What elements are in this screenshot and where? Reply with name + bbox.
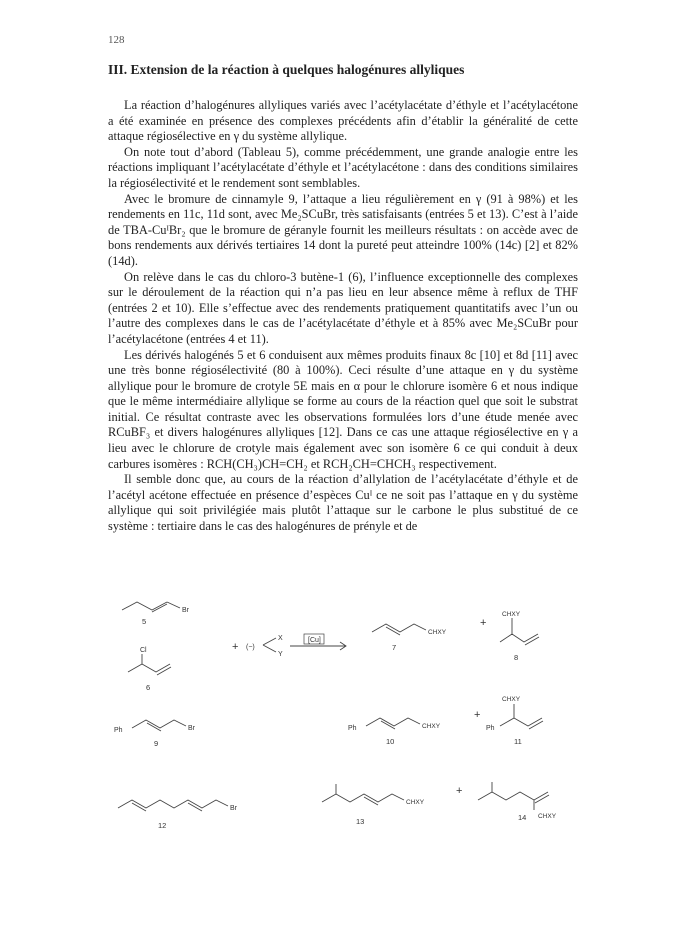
paragraph: On relève dans le cas du chloro-3 butène-1 (6), l’influence exceptionnelle des complexes sur le déroulement de la réaction qui n’a pas lieu en leur absence même à reflux de THF (entrées 2 et 10). Elle s’effectue avec des rendements pratiquement quantitatifs avec l’un ou l’autre des complexes dans le cas de l’acétylacétate d’éthyle et à 85% avec Me₂SCuBr pour l’acétylacétone (entrées 4 et 11). [108,269,578,346]
reaction-scheme [0,580,680,880]
atom-br: Br [230,805,237,812]
compound-number: 10 [386,737,395,746]
plus-sign: + [480,617,487,629]
section-heading: III. Extension de la réaction à quelques halogénures allyliques [108,62,465,77]
atom-y: Y [278,651,283,658]
structure-5 [122,602,167,610]
structure-10 [366,718,420,726]
structure-13 [322,794,404,802]
paragraph: La réaction d’halogénures allyliques variés avec l’acétylacétate d’éthyle et l’acétylacétone a été examinée en présence des complexes précédents afin d’établir la généralité de cette attaque régiosélective en γ du système allylique. [108,98,578,144]
group-chxy: CHXY [406,799,425,806]
group-chxy: CHXY [538,813,557,820]
compound-number: 5 [142,617,147,626]
compound-number: 13 [356,817,365,826]
compound-number: 6 [146,683,151,692]
structure-14 [478,792,548,800]
plus-sign: + [456,785,463,797]
atom-ph: Ph [348,725,357,732]
body-text [108,98,578,535]
group-chxy: CHXY [422,723,441,730]
paragraph: Il semble donc que, au cours de la réaction d’allylation de l’acétylacétate d’éthyle et de l’acétyl acétone effectuée en présence d’espèces Cuᴵ ce ne soit pas l’attaque en γ du système allylique qui soit privilégiée mais plutôt l’attaque sur le carbone le plus substitué de ce système : tertiaire dans le cas des halogénures de prényle et de [108,472,578,534]
paragraph: Avec le bromure de cinnamyle 9, l’attaque a lieu régulièrement en γ (91 à 98%) et les rendements en 11c, 11d sont, avec Me₂SCuBr, très satisfaisants (entrées 5 et 13). C’est à l’aide de TBA-CuᴵBr₂ que le bromure de géranyle fournit les meilleurs résultats : on accède avec de bons rendements aux dérivés tertiaires 14 dont la pureté peut atteindre 100% (14c) [2] et 82% (14d). [108,191,578,268]
atom-x: X [278,635,283,642]
atom-ph: Ph [486,725,495,732]
page-number: 128 [108,34,125,46]
group-chxy: CHXY [502,611,521,618]
atom-br: Br [188,725,195,732]
compound-number: 7 [392,643,397,652]
compound-number: 8 [514,653,519,662]
group-chxy: CHXY [502,696,521,703]
plus-sign: + [474,709,481,721]
structure-9 [132,720,186,728]
paragraph: On note tout d’abord (Tableau 5), comme précédemment, une grande analogie entre les réactions impliquant l’acétylacétate d’éthyle et l’acétylacétone : dans des conditions similaires la régiosélectivité et le rendement sont semblables. [108,144,578,190]
compound-number: 11 [514,737,522,746]
atom-ph: Ph [114,727,123,734]
structure-7 [372,624,426,632]
paragraph: Les dérivés halogénés 5 et 6 conduisent aux mêmes produits finaux 8c [10] et 8d [11] avec une très bonne régiosélectivité (80 à 100%). Ceci résulte d’une attaque en γ du système allylique pour le bromure de crotyle 5E mais en α pour le chlorure isomère 6 et nous indique que le même intermédiaire allylique se forme au cours de la réaction quel que soit le substrat initial. Ce résultat contraste avec les observations formulées lors d’une étude menée avec RCuBF₃ et divers halogénures allyliques [12]. Dans ce cas une attaque régiosélective en γ a lieu avec le chlorure de crotyle mais également avec son isomère 6 ce qui conduit à deux carbures isomères : RCH(CH₃)CH=CH₂ et RCH₂CH=CHCH₃ respectivement. [108,347,578,471]
atom-cl: Cl [140,647,147,654]
compound-number: 9 [154,739,159,748]
atom-br: Br [182,607,189,614]
reagent-anion: (−) [246,644,255,651]
plus-sign: + [232,641,239,653]
group-chxy: CHXY [428,629,447,636]
catalyst-label: [Cu] [308,637,321,644]
compound-number: 14 [518,813,527,822]
compound-number: 12 [158,821,167,830]
